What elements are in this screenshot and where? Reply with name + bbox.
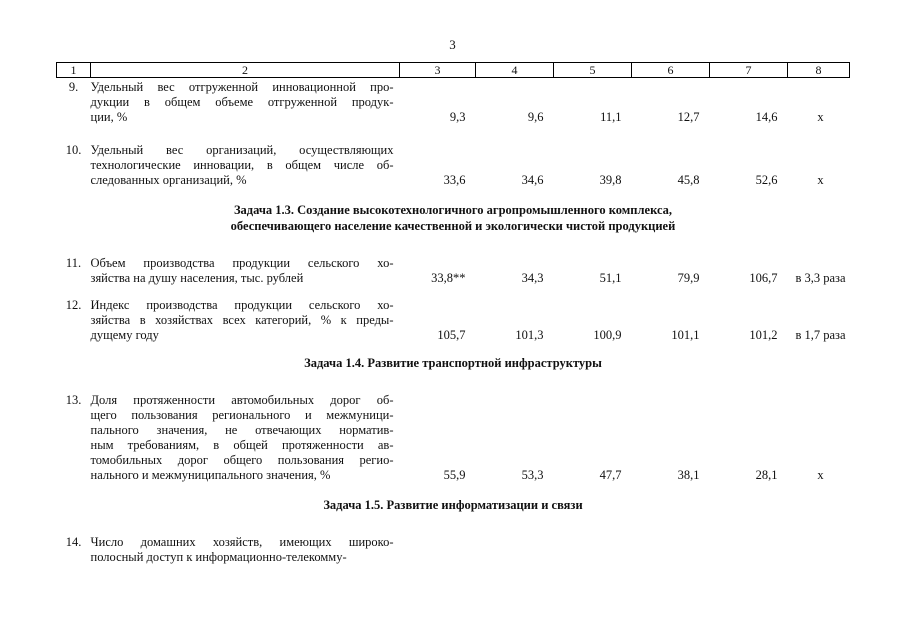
- indicator-value-col4: [476, 535, 554, 565]
- indicator-number: 9.: [68, 80, 79, 94]
- task-heading: [57, 202, 850, 234]
- description-line: Индекс производства продукции сельского хо-: [90, 298, 394, 312]
- indicator-change-col8: х: [817, 468, 824, 482]
- indicator-value-col6: 38,1: [677, 468, 700, 482]
- indicator-value-col3: 9,3: [449, 110, 466, 124]
- task-heading: [57, 497, 850, 513]
- indicators-table: [56, 62, 850, 565]
- task-heading-row: [57, 355, 850, 371]
- indicator-change-col8: х: [817, 110, 824, 124]
- indicator-value-col3: 105,7: [437, 328, 466, 342]
- indicator-value-col7: [710, 535, 788, 565]
- description-line: дукции в общем объеме отгруженной продук-: [90, 95, 394, 109]
- description-line: Удельный вес организаций, осуществляющих: [90, 143, 394, 157]
- indicator-number: 12.: [65, 298, 82, 312]
- description-line: следованных организаций, %: [90, 173, 247, 187]
- indicator-value-col5: 100,9: [593, 328, 622, 342]
- indicator-value-col5: 51,1: [599, 271, 622, 285]
- indicator-value-col7: 14,6: [755, 110, 778, 124]
- indicator-value-col6: 45,8: [677, 173, 700, 187]
- indicator-row: [57, 535, 850, 565]
- description-line: пального значения, не отвечающих норматив-: [90, 423, 394, 437]
- task-heading-row: [57, 202, 850, 234]
- description-line: Число домашних хозяйств, имеющих широко-: [90, 535, 394, 549]
- row-spacer: [57, 286, 850, 298]
- row-spacer: [57, 188, 850, 202]
- indicator-description: [91, 298, 400, 343]
- indicator-value-col6: 101,1: [671, 328, 700, 342]
- indicator-value-col7: 28,1: [755, 468, 778, 482]
- column-number-4: 4: [476, 63, 554, 78]
- indicator-value-col4: 9,6: [527, 110, 544, 124]
- indicator-number: 11.: [65, 256, 82, 270]
- indicator-change-col8: х: [817, 173, 824, 187]
- description-line: Доля протяженности автомобильных дорог об-: [90, 393, 394, 407]
- indicator-row: [57, 393, 850, 483]
- indicator-value-col4: 53,3: [521, 468, 544, 482]
- description-line: ным требованиям, в общей протяженности ав-: [90, 438, 394, 452]
- page-number: 3: [449, 37, 456, 52]
- task-heading-line: Задача 1.5. Развитие информатизации и связи: [323, 498, 583, 512]
- indicator-value-col4: 101,3: [515, 328, 544, 342]
- indicator-number: 10.: [65, 143, 82, 157]
- indicator-value-col3: [400, 535, 476, 565]
- column-number-header-row: [57, 63, 850, 78]
- indicator-value-col7: 106,7: [749, 271, 778, 285]
- indicator-change-col8: в 1,7 раза: [795, 328, 846, 342]
- indicator-value-col3: 33,6: [443, 173, 466, 187]
- indicator-value-col7: 52,6: [755, 173, 778, 187]
- row-spacer: [57, 483, 850, 497]
- indicator-row: [57, 80, 850, 125]
- description-line: Удельный вес отгруженной инновационной про-: [90, 80, 394, 94]
- indicator-value-col3: 55,9: [443, 468, 466, 482]
- description-line: ции, %: [90, 110, 128, 124]
- indicator-value-col6: 12,7: [677, 110, 700, 124]
- indicator-value-col5: 11,1: [600, 110, 622, 124]
- description-line: зяйства на душу населения, тыс. рублей: [90, 271, 304, 285]
- description-line: Объем производства продукции сельского хо-: [90, 256, 394, 270]
- column-number-7: 7: [710, 63, 788, 78]
- description-line: нального и межмуниципального значения, %: [90, 468, 331, 482]
- task-heading-line: Задача 1.4. Развитие транспортной инфраструктуры: [304, 356, 602, 370]
- indicator-row: [57, 298, 850, 343]
- column-number-1: 1: [57, 63, 91, 78]
- indicator-value-col7: 101,2: [749, 328, 778, 342]
- task-heading-line: Задача 1.3. Создание высокотехнологичного агропромышленного комплекса,: [233, 203, 673, 217]
- indicator-change-col8: [788, 535, 850, 565]
- description-line: зяйства в хозяйствах всех категорий, % к преды-: [90, 313, 394, 327]
- description-line: щего пользования регионального и межмуници-: [90, 408, 394, 422]
- indicator-number: 14.: [65, 535, 82, 549]
- column-number-5: 5: [554, 63, 632, 78]
- column-number-6: 6: [632, 63, 710, 78]
- row-spacer: [57, 371, 850, 393]
- indicator-value-col4: 34,6: [521, 173, 544, 187]
- indicator-value-col6: [632, 535, 710, 565]
- indicator-value-col4: 34,3: [521, 271, 544, 285]
- indicator-description: [91, 143, 400, 188]
- description-line: полосный доступ к информационно-телекомму-: [90, 550, 347, 564]
- row-spacer: [57, 234, 850, 256]
- indicator-description: [91, 256, 400, 286]
- indicator-description: [91, 535, 400, 565]
- task-heading: [57, 355, 850, 371]
- column-number-8: 8: [788, 63, 850, 78]
- description-line: томобильных дорог общего пользования регио-: [90, 453, 394, 467]
- indicator-number: 13.: [65, 393, 82, 407]
- indicator-description: [91, 393, 400, 483]
- indicator-value-col5: 39,8: [599, 173, 622, 187]
- indicator-row: [57, 143, 850, 188]
- column-number-3: 3: [400, 63, 476, 78]
- row-spacer: [57, 343, 850, 355]
- description-line: дущему году: [90, 328, 159, 342]
- task-heading-row: [57, 497, 850, 513]
- indicator-value-col6: 79,9: [677, 271, 700, 285]
- column-number-2: 2: [91, 63, 400, 78]
- indicator-row: [57, 256, 850, 286]
- indicator-value-col5: 47,7: [599, 468, 622, 482]
- row-spacer: [57, 125, 850, 143]
- indicator-change-col8: в 3,3 раза: [795, 271, 846, 285]
- indicator-value-col3: 33,8**: [431, 271, 466, 285]
- task-heading-line: обеспечивающего население качественной и экологически чистой продукцией: [230, 219, 676, 233]
- indicator-value-col5: [554, 535, 632, 565]
- row-spacer: [57, 513, 850, 535]
- description-line: технологические инновации, в общем числе об-: [90, 158, 394, 172]
- indicator-description: [91, 80, 400, 125]
